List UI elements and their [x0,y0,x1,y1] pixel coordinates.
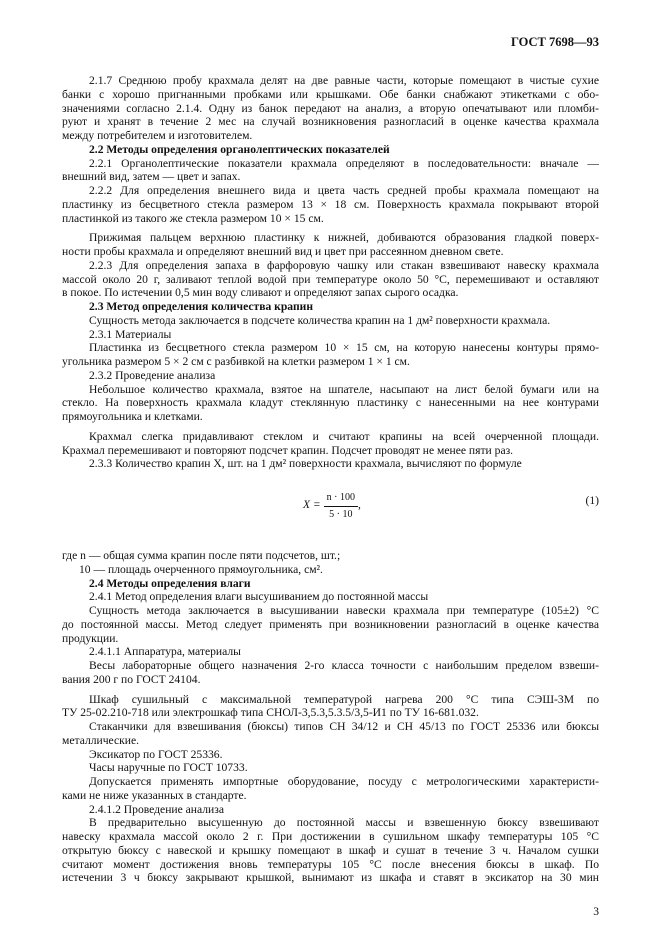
paragraph [62,314,599,328]
text-line: внешний вид, затем — цвет и запах. [62,170,241,184]
text-line: Шкаф сушильный с максимальной температурой нагрева 200 °С типа СЭШ-3М по [89,692,599,706]
text-line: Крахмал перемешивают и повторяют подсчет крапин. Подсчет проводят не менее пяти раз. [62,443,514,457]
text-line: Небольшое количество крахмала, взятое на шпателе, насыпают на лист белой бумаги или на [89,382,599,396]
formula-trail: , [358,499,361,512]
formula-block [62,485,599,535]
paragraph [62,816,599,885]
text-line: стекло. На поверхность крахмала кладут стеклянную пластинку с нанесенными на нее контурами [62,396,599,410]
paragraph [62,604,599,645]
text-section-after-formula [62,577,599,886]
where-line: где n — общая сумма крапин после пяти подсчетов, шт.; [62,549,341,562]
text-line: навеску крахмала массой около 2 г. При достижении в сушильном шкафу температуры 105 °С [62,830,599,843]
section-heading [62,300,599,314]
paragraph [62,775,599,803]
formula [303,491,361,522]
text-line: 2.1.7 Среднюю пробу крахмала делят на две равные части, которые помещают в чистые сухие [89,74,599,87]
text-section-before-formula [62,74,599,471]
paragraph [62,748,599,762]
paragraph [62,383,599,424]
formula-denominator: 5 · 10 [329,508,353,520]
text-line: Стаканчики для взвешивания (бюксы) типов СН 34/12 и СН 45/13 по ГОСТ 25336 или бюксы [89,720,599,733]
text-line: Прижимая пальцем верхнюю пластинку к нижней, добиваются образования гладкой поверх- [89,231,599,245]
section-heading [62,577,599,591]
section-heading [62,143,599,157]
paragraph [62,341,599,369]
paragraph [62,430,599,458]
text-line: Крахмал слегка придавливают стеклом и считают крапины на всей очерченной площади. [89,429,599,443]
text-line: массой около 20 г, заливают теплой водой при температуре около 50 °С, перемешивают и оставляют [62,272,599,286]
paragraph [62,74,599,143]
text-line: между потребителем и изготовителем. [62,129,253,142]
formula-lhs: X = [303,499,321,512]
page-number: 3 [593,906,599,918]
text-line: 2.4.1 Метод определения влаги высушиванием до постоянной массы [89,590,429,604]
paragraph [62,803,599,817]
text-line: 2.3.1 Материалы [89,327,172,341]
text-line: угольника размером 5 × 2 см с разбивкой на клетки размером 1 × 1 см. [62,355,410,368]
text-line: Пластинка из бесцветного стекла размером 10 × 15 см, на которую нанесены контуры прямо- [89,341,599,355]
text-line: ТУ 25-02.210-718 или электрошкаф типа СНОЛ-3,5.3,5.3.5/3,5-И1 по ТУ 16-681.032. [62,706,479,720]
paragraph [62,231,599,259]
text-line: Часы наручные по ГОСТ 10733. [89,761,248,775]
text-line: 2.3.2 Проведение анализа [89,368,216,382]
paragraph [62,693,599,721]
text-line: до постоянной массы. Метод следует применять при возникновении разногласий в оценке качества [62,617,599,631]
text-line: истечении 3 ч бюксу закрывают крышкой, вынимают из шкафа и ставят в эксикатор на 30 мин [62,871,599,885]
paragraph [62,720,599,748]
text-line: металлические. [62,733,140,747]
text-line: 2.2.1 Органолептические показатели крахмала определяют в последовательности: вначале — [89,156,599,170]
text-line: руют и хранят в течение 2 мес на случай возникновения разногласий в оценке качества крахмала [62,115,599,129]
text-line: ности пробы крахмала и определяют внешний вид и цвет при рассеянном дневном свете. [62,245,504,258]
text-line: пластинкой из такого же стекла размером 10 × 15 см. [62,211,324,225]
text-line: открытую бюксу с навеской и крышку помещают в шкаф и сушат в течение 3 ч. Началом сушки [62,843,599,857]
text-line: продукции. [62,631,119,645]
text-line: 2.2 Методы определения органолептических показателей [89,142,390,156]
text-line: 2.3 Метод определения количества крапин [89,300,313,313]
text-line: 2.4.1.1 Аппаратура, материалы [89,645,241,659]
text-line: считают момент достижения вновь температуры 105 °С после внесения бюксы в шкаф. По [62,857,599,871]
document-header: ГОСТ 7698—93 [510,35,599,49]
text-line: банки с хорошо пригнанными пробками или крышками. Обе банки снабжают этикетками с обо- [62,87,599,101]
text-line: прямоугольника и клетками. [62,410,203,423]
text-line: В предварительно высушенную до постоянной массы и взвешенную бюксу взвешивают [89,816,599,830]
text-line: 2.3.3 Количество крапин X, шт. на 1 дм² поверхности крахмала, вычисляют по формуле [89,457,522,471]
text-line: 2.2.3 Для определения запаха в фарфоровую чашку или стакан взвешивают навеску крахмала [89,258,599,272]
equation-number: (1) [585,494,599,507]
paragraph [62,184,599,225]
text-line: значениями согласно 2.1.4. Одну из банок передают на анализ, а вторую опечатывают или пломби- [62,101,599,115]
formula-fraction [324,491,358,522]
where-line: 10 — площадь очерченного прямоугольника, см². [79,562,323,576]
text-line: 2.4 Методы определения влаги [89,576,251,590]
paragraph [62,328,599,342]
paragraph [62,259,599,300]
text-line: Весы лабораторные общего назначения 2-го класса точности с наибольшим пределом взвеши- [89,659,599,672]
paragraph [62,659,599,687]
paragraph [62,590,599,604]
paragraph [62,761,599,775]
text-line: 2.4.1.2 Проведение анализа [89,802,224,816]
text-line: Допускается применять импортные оборудование, посуду с метрологическими характеристи- [89,775,599,788]
text-line: Сущность метода заключается в высушивании навески крахмала при температуре (105±2) °С [89,604,599,617]
paragraph [62,369,599,383]
text-line: 2.2.2 Для определения внешнего вида и цвета часть средней пробы крахмала помещают на [89,184,599,197]
text-line: вания 200 г по ГОСТ 24104. [62,672,201,686]
page-body [62,74,599,885]
text-line: Сущность метода заключается в подсчете количества крапин на 1 дм² поверхности крахмала. [89,313,551,327]
paragraph [62,157,599,185]
text-line: в покое. По истечении 0,5 мин воду сливают и определяют запах сырого осадка. [62,286,459,300]
text-line: Эксикатор по ГОСТ 25336. [89,747,223,761]
paragraph [62,457,599,471]
text-line: ками не ниже указанных в стандарте. [62,788,247,802]
paragraph [62,645,599,659]
text-line: пластинку из бесцветного стекла размером 13 × 18 см. Поверхность крахмала покрывают второй [62,197,599,211]
formula-numerator: n · 100 [324,491,358,507]
